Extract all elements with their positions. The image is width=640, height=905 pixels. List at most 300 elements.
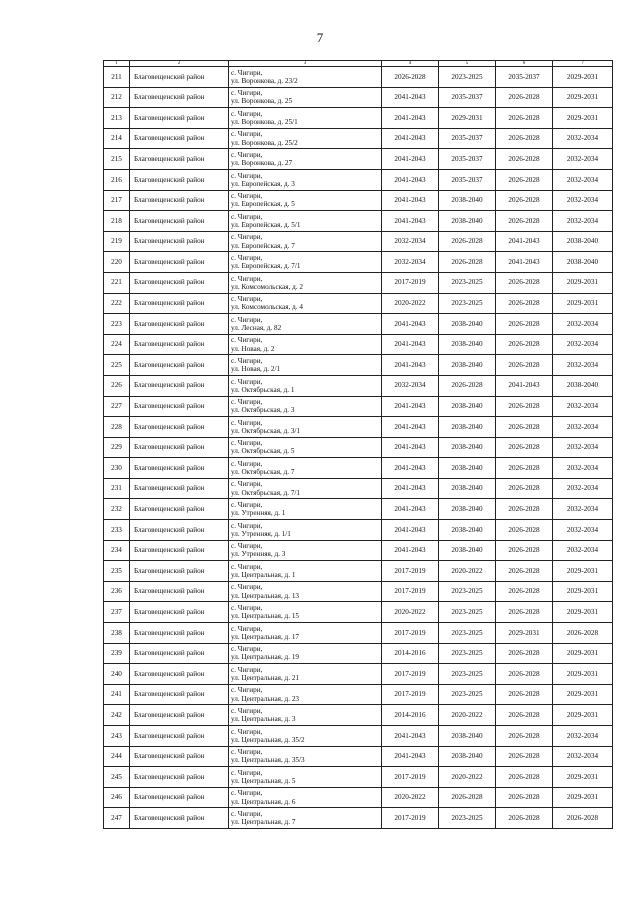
period-cell: 2026-2028: [496, 211, 553, 232]
period-cell: 2041-2043: [382, 190, 439, 211]
period-cell: 2041-2043: [382, 437, 439, 458]
period-cell: 2038-2040: [553, 252, 613, 273]
period-cell: 2026-2028: [496, 108, 553, 129]
period-cell: 2020-2022: [439, 561, 496, 582]
table-row: [104, 561, 613, 582]
address-locality: с. Чигири,: [231, 89, 263, 98]
period-cell: 2023-2025: [439, 808, 496, 829]
address-locality: с. Чигири,: [231, 645, 263, 654]
district-cell: Благовещенский район: [130, 169, 229, 190]
row-number: 238: [104, 623, 130, 644]
address-street: ул. Центральная, д. 17: [231, 632, 300, 641]
table-row: [104, 746, 613, 767]
address-street: ул. Воронкова, д. 25/1: [231, 117, 298, 126]
table-row: [104, 623, 613, 644]
address-locality: с. Чигири,: [231, 377, 263, 386]
address-street: ул. Новая, д. 2: [231, 344, 275, 353]
period-cell: 2017-2019: [382, 272, 439, 293]
period-cell: 2026-2028: [496, 581, 553, 602]
address-cell: [229, 437, 382, 458]
period-cell: 2023-2025: [439, 67, 496, 88]
period-cell: 2038-2040: [439, 190, 496, 211]
period-cell: 2026-2028: [496, 314, 553, 335]
district-cell: Благовещенский район: [130, 396, 229, 417]
address-street: ул. Европейская, д. 3: [231, 179, 295, 188]
address-cell: [229, 169, 382, 190]
table-row: [104, 314, 613, 335]
row-number: 247: [104, 808, 130, 829]
period-cell: 2026-2028: [496, 684, 553, 705]
period-cell: 2029-2031: [496, 623, 553, 644]
period-cell: 2032-2034: [553, 458, 613, 479]
column-number: 2: [130, 61, 229, 67]
address-cell: [229, 211, 382, 232]
period-cell: 2032-2034: [553, 726, 613, 747]
address-locality: с. Чигири,: [231, 686, 263, 695]
district-cell: Благовещенский район: [130, 499, 229, 520]
period-cell: 2026-2028: [496, 561, 553, 582]
address-locality: с. Чигири,: [231, 295, 263, 304]
district-cell: Благовещенский район: [130, 355, 229, 376]
row-number: 230: [104, 458, 130, 479]
period-cell: 2041-2043: [382, 334, 439, 355]
district-cell: Благовещенский район: [130, 478, 229, 499]
period-cell: 2032-2034: [553, 355, 613, 376]
address-street: ул. Центральная, д. 13: [231, 591, 300, 600]
address-street: ул. Октябрьская, д. 3: [231, 406, 295, 415]
table-row: [104, 581, 613, 602]
period-cell: 2026-2028: [496, 417, 553, 438]
address-locality: с. Чигири,: [231, 336, 263, 345]
period-cell: 2029-2031: [553, 108, 613, 129]
period-cell: 2026-2028: [382, 67, 439, 88]
address-cell: [229, 108, 382, 129]
address-locality: с. Чигири,: [231, 501, 263, 510]
period-cell: 2032-2034: [553, 190, 613, 211]
period-cell: 2038-2040: [439, 520, 496, 541]
address-locality: с. Чигири,: [231, 768, 263, 777]
address-cell: [229, 705, 382, 726]
district-cell: Благовещенский район: [130, 272, 229, 293]
period-cell: 2032-2034: [553, 437, 613, 458]
row-number: 231: [104, 478, 130, 499]
period-cell: 2035-2037: [439, 149, 496, 170]
address-street: ул. Октябрьская, д. 3/1: [231, 426, 301, 435]
period-cell: 2041-2043: [382, 458, 439, 479]
row-number: 218: [104, 211, 130, 232]
table-row: [104, 726, 613, 747]
address-street: ул. Центральная, д. 19: [231, 653, 300, 662]
address-cell: [229, 540, 382, 561]
period-cell: 2026-2028: [439, 252, 496, 273]
period-cell: 2041-2043: [382, 87, 439, 108]
row-number: 223: [104, 314, 130, 335]
address-cell: [229, 726, 382, 747]
address-street: ул. Утренняя, д. 1/1: [231, 529, 291, 538]
row-number: 227: [104, 396, 130, 417]
address-street: ул. Центральная, д. 35/2: [231, 735, 305, 744]
row-number: 213: [104, 108, 130, 129]
table-row: [104, 602, 613, 623]
address-street: ул. Воронкова, д. 23/2: [231, 76, 298, 85]
address-cell: [229, 293, 382, 314]
row-number: 232: [104, 499, 130, 520]
address-locality: с. Чигири,: [231, 789, 263, 798]
period-cell: 2032-2034: [553, 211, 613, 232]
address-street: ул. Утренняя, д. 1: [231, 509, 286, 518]
table-row: [104, 478, 613, 499]
period-cell: 2026-2028: [439, 375, 496, 396]
address-cell: [229, 190, 382, 211]
address-locality: с. Чигири,: [231, 68, 263, 77]
table-row: [104, 808, 613, 829]
address-street: ул. Европейская, д. 5/1: [231, 220, 301, 229]
district-cell: Благовещенский район: [130, 520, 229, 541]
table-row: [104, 252, 613, 273]
period-cell: 2035-2037: [439, 87, 496, 108]
period-cell: 2020-2022: [439, 767, 496, 788]
address-locality: с. Чигири,: [231, 521, 263, 530]
district-cell: Благовещенский район: [130, 128, 229, 149]
address-street: ул. Центральная, д. 7: [231, 818, 296, 827]
period-cell: 2032-2034: [553, 540, 613, 561]
address-street: ул. Центральная, д. 23: [231, 694, 300, 703]
district-cell: Благовещенский район: [130, 787, 229, 808]
period-cell: 2032-2034: [382, 375, 439, 396]
period-cell: 2032-2034: [553, 478, 613, 499]
period-cell: 2026-2028: [496, 499, 553, 520]
period-cell: 2032-2034: [553, 417, 613, 438]
row-number: 221: [104, 272, 130, 293]
address-cell: [229, 746, 382, 767]
period-cell: 2041-2043: [382, 314, 439, 335]
period-cell: 2041-2043: [382, 478, 439, 499]
row-number: 217: [104, 190, 130, 211]
table-row: [104, 684, 613, 705]
table-row: [104, 231, 613, 252]
period-cell: 2038-2040: [439, 746, 496, 767]
period-cell: 2026-2028: [496, 808, 553, 829]
table-row: [104, 355, 613, 376]
period-cell: 2029-2031: [553, 272, 613, 293]
address-street: ул. Воронкова, д. 25/2: [231, 138, 298, 147]
district-cell: Благовещенский район: [130, 211, 229, 232]
table-row: [104, 149, 613, 170]
address-street: ул. Утренняя, д. 3: [231, 550, 286, 559]
table-row: [104, 664, 613, 685]
period-cell: 2026-2028: [496, 334, 553, 355]
period-cell: 2032-2034: [553, 314, 613, 335]
period-cell: 2035-2037: [439, 169, 496, 190]
address-cell: [229, 664, 382, 685]
period-cell: 2026-2028: [553, 623, 613, 644]
period-cell: 2035-2037: [496, 67, 553, 88]
address-street: ул. Воронкова, д. 27: [231, 159, 293, 168]
district-cell: Благовещенский район: [130, 746, 229, 767]
table-row: [104, 499, 613, 520]
address-locality: с. Чигири,: [231, 109, 263, 118]
address-street: ул. Октябрьская, д. 7/1: [231, 488, 301, 497]
row-number: 219: [104, 231, 130, 252]
period-cell: 2023-2025: [439, 643, 496, 664]
row-number: 228: [104, 417, 130, 438]
address-locality: с. Чигири,: [231, 130, 263, 139]
period-cell: 2041-2043: [382, 108, 439, 129]
period-cell: 2032-2034: [553, 128, 613, 149]
district-cell: Благовещенский район: [130, 726, 229, 747]
row-number: 233: [104, 520, 130, 541]
address-locality: с. Чигири,: [231, 665, 263, 674]
period-cell: 2041-2043: [382, 211, 439, 232]
period-cell: 2041-2043: [382, 499, 439, 520]
period-cell: 2041-2043: [382, 396, 439, 417]
address-cell: [229, 314, 382, 335]
period-cell: 2017-2019: [382, 684, 439, 705]
address-cell: [229, 396, 382, 417]
period-cell: 2014-2016: [382, 643, 439, 664]
district-cell: Благовещенский район: [130, 252, 229, 273]
district-cell: Благовещенский район: [130, 87, 229, 108]
address-locality: с. Чигири,: [231, 707, 263, 715]
district-cell: Благовещенский район: [130, 808, 229, 829]
address-street: ул. Октябрьская, д. 7: [231, 468, 295, 477]
period-cell: 2029-2031: [553, 767, 613, 788]
address-locality: с. Чигири,: [231, 171, 263, 180]
address-locality: с. Чигири,: [231, 212, 263, 221]
period-cell: 2032-2034: [553, 520, 613, 541]
period-cell: 2032-2034: [553, 746, 613, 767]
column-number: 1: [104, 61, 130, 67]
period-cell: 2041-2043: [382, 149, 439, 170]
period-cell: 2020-2022: [382, 602, 439, 623]
district-cell: Благовещенский район: [130, 108, 229, 129]
period-cell: 2038-2040: [439, 478, 496, 499]
address-locality: с. Чигири,: [231, 398, 263, 407]
period-cell: 2038-2040: [439, 211, 496, 232]
period-cell: 2017-2019: [382, 581, 439, 602]
district-cell: Благовещенский район: [130, 623, 229, 644]
column-number: 7: [553, 61, 613, 67]
address-cell: [229, 623, 382, 644]
column-number: 6: [496, 61, 553, 67]
period-cell: 2041-2043: [382, 520, 439, 541]
address-locality: с. Чигири,: [231, 562, 263, 571]
district-cell: Благовещенский район: [130, 190, 229, 211]
period-cell: 2026-2028: [496, 726, 553, 747]
period-cell: 2029-2031: [553, 684, 613, 705]
period-cell: 2023-2025: [439, 623, 496, 644]
period-cell: 2026-2028: [496, 664, 553, 685]
district-cell: Благовещенский район: [130, 540, 229, 561]
row-number: 241: [104, 684, 130, 705]
period-cell: 2029-2031: [553, 581, 613, 602]
period-cell: 2032-2034: [553, 149, 613, 170]
period-cell: 2023-2025: [439, 581, 496, 602]
address-street: ул. Центральная, д. 6: [231, 797, 296, 806]
table-row: [104, 128, 613, 149]
address-cell: [229, 767, 382, 788]
table-row: [104, 169, 613, 190]
period-cell: 2023-2025: [439, 684, 496, 705]
row-number: 243: [104, 726, 130, 747]
period-cell: 2023-2025: [439, 293, 496, 314]
row-number: 214: [104, 128, 130, 149]
period-cell: 2026-2028: [496, 767, 553, 788]
period-cell: 2026-2028: [496, 149, 553, 170]
table-row: [104, 293, 613, 314]
row-number: 225: [104, 355, 130, 376]
address-cell: [229, 602, 382, 623]
period-cell: 2017-2019: [382, 808, 439, 829]
address-locality: с. Чигири,: [231, 604, 263, 613]
period-cell: 2032-2034: [382, 231, 439, 252]
period-cell: 2038-2040: [439, 355, 496, 376]
address-street: ул. Европейская, д. 5: [231, 200, 295, 209]
period-cell: 2041-2043: [382, 128, 439, 149]
address-cell: [229, 499, 382, 520]
period-cell: 2017-2019: [382, 623, 439, 644]
period-cell: 2032-2034: [382, 252, 439, 273]
period-cell: 2041-2043: [382, 417, 439, 438]
row-number: 212: [104, 87, 130, 108]
period-cell: 2041-2043: [496, 231, 553, 252]
address-street: ул. Центральная, д. 15: [231, 612, 300, 621]
period-cell: 2041-2043: [382, 540, 439, 561]
period-cell: 2023-2025: [439, 602, 496, 623]
period-cell: 2032-2034: [553, 499, 613, 520]
period-cell: 2038-2040: [439, 499, 496, 520]
period-cell: 2029-2031: [553, 643, 613, 664]
period-cell: 2029-2031: [553, 664, 613, 685]
address-locality: с. Чигири,: [231, 727, 263, 736]
address-street: ул. Комсомольская, д. 4: [231, 303, 303, 312]
address-cell: [229, 561, 382, 582]
period-cell: 2026-2028: [496, 478, 553, 499]
table-row: [104, 190, 613, 211]
address-locality: с. Чигири,: [231, 583, 263, 592]
row-number: 240: [104, 664, 130, 685]
district-cell: Благовещенский район: [130, 149, 229, 170]
district-cell: Благовещенский район: [130, 67, 229, 88]
period-cell: 2038-2040: [439, 458, 496, 479]
period-cell: 2029-2031: [553, 67, 613, 88]
address-street: ул. Октябрьская, д. 1: [231, 385, 295, 394]
district-cell: Благовещенский район: [130, 705, 229, 726]
table-row: [104, 272, 613, 293]
row-number: 234: [104, 540, 130, 561]
address-street: ул. Воронкова, д. 25: [231, 97, 293, 106]
address-street: ул. Октябрьская, д. 5: [231, 447, 295, 456]
address-locality: с. Чигири,: [231, 624, 263, 633]
row-number: 245: [104, 767, 130, 788]
address-street: ул. Европейская, д. 7: [231, 241, 295, 250]
period-cell: 2026-2028: [496, 787, 553, 808]
period-cell: 2023-2025: [439, 664, 496, 685]
row-number: 229: [104, 437, 130, 458]
row-number: 236: [104, 581, 130, 602]
period-cell: 2026-2028: [496, 746, 553, 767]
row-number: 246: [104, 787, 130, 808]
address-cell: [229, 417, 382, 438]
address-cell: [229, 252, 382, 273]
row-number: 237: [104, 602, 130, 623]
period-cell: 2026-2028: [496, 396, 553, 417]
row-number: 224: [104, 334, 130, 355]
period-cell: 2017-2019: [382, 561, 439, 582]
period-cell: 2026-2028: [496, 520, 553, 541]
period-cell: 2038-2040: [439, 396, 496, 417]
district-cell: Благовещенский район: [130, 664, 229, 685]
period-cell: 2020-2022: [382, 787, 439, 808]
address-cell: [229, 67, 382, 88]
district-cell: Благовещенский район: [130, 581, 229, 602]
address-cell: [229, 87, 382, 108]
period-cell: 2026-2028: [496, 355, 553, 376]
table-row: [104, 540, 613, 561]
address-cell: [229, 334, 382, 355]
table-row: [104, 787, 613, 808]
district-cell: Благовещенский район: [130, 684, 229, 705]
address-street: ул. Комсомольская, д. 2: [231, 282, 303, 291]
address-locality: с. Чигири,: [231, 315, 263, 324]
row-number: 222: [104, 293, 130, 314]
table-row: [104, 334, 613, 355]
period-cell: 2038-2040: [439, 334, 496, 355]
table-row: [104, 705, 613, 726]
period-cell: 2026-2028: [496, 458, 553, 479]
period-cell: 2029-2031: [553, 787, 613, 808]
column-number: 5: [439, 61, 496, 67]
period-cell: 2032-2034: [553, 334, 613, 355]
period-cell: 2029-2031: [553, 87, 613, 108]
period-cell: 2029-2031: [439, 108, 496, 129]
address-cell: [229, 478, 382, 499]
period-cell: 2026-2028: [496, 705, 553, 726]
address-locality: с. Чигири,: [231, 748, 263, 757]
period-cell: 2038-2040: [439, 417, 496, 438]
district-cell: Благовещенский район: [130, 293, 229, 314]
district-cell: Благовещенский район: [130, 417, 229, 438]
address-street: ул. Центральная, д. 35/3: [231, 756, 305, 765]
row-number: 226: [104, 375, 130, 396]
period-cell: 2026-2028: [496, 643, 553, 664]
address-cell: [229, 272, 382, 293]
period-cell: 2038-2040: [439, 437, 496, 458]
district-cell: Благовещенский район: [130, 458, 229, 479]
period-cell: 2029-2031: [553, 705, 613, 726]
address-street: ул. Новая, д. 2/1: [231, 365, 281, 374]
table-row: [104, 211, 613, 232]
period-cell: 2026-2028: [496, 190, 553, 211]
period-cell: 2032-2034: [553, 396, 613, 417]
address-locality: с. Чигири,: [231, 542, 263, 551]
period-cell: 2026-2028: [496, 602, 553, 623]
address-street: ул. Европейская, д. 7/1: [231, 262, 301, 271]
district-cell: Благовещенский район: [130, 602, 229, 623]
address-locality: с. Чигири,: [231, 274, 263, 283]
period-cell: 2038-2040: [439, 726, 496, 747]
address-locality: с. Чигири,: [231, 253, 263, 262]
period-cell: 2041-2043: [496, 375, 553, 396]
period-cell: 2041-2043: [496, 252, 553, 273]
period-cell: 2026-2028: [496, 128, 553, 149]
district-cell: Благовещенский район: [130, 375, 229, 396]
period-cell: 2026-2028: [496, 437, 553, 458]
period-cell: 2029-2031: [553, 602, 613, 623]
period-cell: 2038-2040: [439, 314, 496, 335]
address-locality: с. Чигири,: [231, 150, 263, 159]
address-cell: [229, 520, 382, 541]
